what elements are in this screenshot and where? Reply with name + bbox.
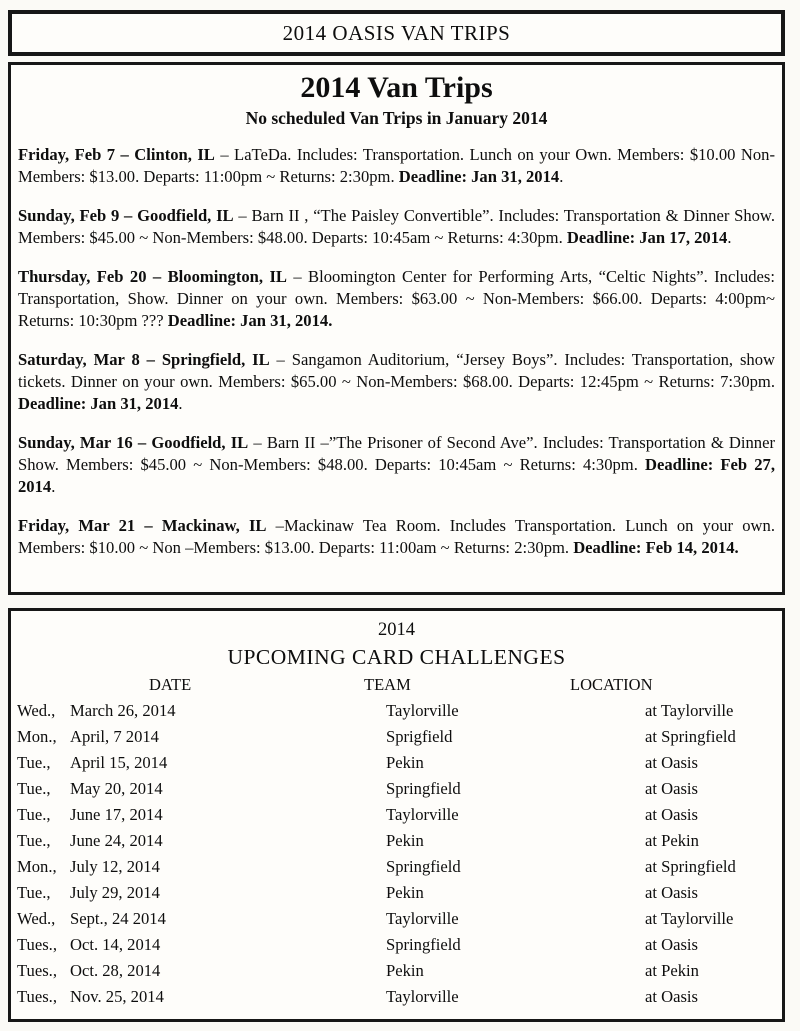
row-day: Tues.,	[17, 961, 57, 980]
row-day: Tues.,	[17, 987, 57, 1006]
trip-text: – Bloomington Center for Performing Arts, “Celtic Nights”. Includes: Transportation, Show. Dinner on your own. Members: $63.00 ~ Non-Members: $66.00. Departs: 4:00pm~ Returns: 10:30pm ???	[18, 267, 775, 330]
row-date: June 24, 2014	[70, 831, 163, 850]
row-location: at Pekin	[645, 961, 699, 980]
row-day: Wed.,	[17, 909, 56, 928]
page-title: 2014 OASIS VAN TRIPS	[282, 20, 511, 45]
van-trips-section	[8, 62, 785, 595]
trip-entry	[18, 432, 775, 498]
card-challenges-section	[8, 608, 785, 1022]
trip-text: –Mackinaw Tea Room. Includes Transportation. Lunch on your own. Members: $10.00 ~ Non –Members: $13.00. Departs: 11:00am ~ Returns: 2:30pm.	[18, 516, 775, 557]
row-team: Springfield	[386, 935, 461, 954]
row-team: Taylorville	[386, 805, 459, 824]
trip-text: .	[559, 167, 564, 186]
row-team: Taylorville	[386, 987, 459, 1006]
row-day: Mon.,	[17, 857, 57, 876]
row-team: Pekin	[386, 831, 424, 850]
van-trips-subtitle: No scheduled Van Trips in January 2014	[245, 108, 548, 128]
row-date: Oct. 14, 2014	[70, 935, 161, 954]
table-row	[11, 698, 782, 724]
table-row	[11, 776, 782, 802]
row-location: at Springfield	[645, 857, 736, 876]
table-row	[11, 724, 782, 750]
row-day: Mon.,	[17, 727, 57, 746]
row-location: at Oasis	[645, 987, 698, 1006]
row-date: Oct. 28, 2014	[70, 961, 161, 980]
table-row	[11, 984, 782, 1010]
column-header-date: DATE	[149, 675, 192, 694]
row-team: Sprigfield	[386, 727, 453, 746]
column-header-location: LOCATION	[570, 675, 653, 694]
trip-text: – Sangamon Auditorium, “Jersey Boys”. Includes: Transportation, show tickets. Dinner on your own. Members: $65.00 ~ Non-Members: $68.00. Departs: 12:45pm ~ Returns: 7:30pm.	[18, 350, 775, 391]
trip-bold-text: Deadline: Feb 27, 2014	[18, 455, 775, 496]
trip-entry	[18, 266, 775, 332]
row-location: at Oasis	[645, 779, 698, 798]
trip-text: .	[727, 228, 732, 247]
row-team: Pekin	[386, 883, 424, 902]
page-header-box	[8, 10, 785, 56]
table-row	[11, 932, 782, 958]
trip-text: – Barn II –”The Prisoner of Second Ave”. Includes: Transportation & Dinner Show. Members: $45.00 ~ Non-Members: $48.00. Departs: 10:45am ~ Returns: 4:30pm.	[18, 433, 775, 474]
row-location: at Taylorville	[645, 909, 734, 928]
row-day: Wed.,	[17, 701, 56, 720]
row-date: March 26, 2014	[70, 701, 176, 720]
van-trips-title: 2014 Van Trips	[300, 71, 493, 104]
row-day: Tue.,	[17, 779, 51, 798]
row-date: Nov. 25, 2014	[70, 987, 164, 1006]
card-challenges-rows	[11, 698, 782, 1010]
row-location: at Springfield	[645, 727, 736, 746]
trip-bold-text: Deadline: Jan 17, 2014	[566, 228, 728, 247]
row-location: at Oasis	[645, 883, 698, 902]
row-location: at Oasis	[645, 935, 698, 954]
row-date: April 15, 2014	[70, 753, 168, 772]
trip-entry	[18, 205, 775, 249]
trip-bold-text: Deadline: Jan 31, 2014	[18, 394, 179, 413]
row-team: Springfield	[386, 779, 461, 798]
trip-bold-text: Sunday, Mar 16 – Goodfield, IL	[18, 433, 249, 452]
table-row	[11, 958, 782, 984]
trip-entry	[18, 515, 775, 559]
trip-entry	[18, 144, 775, 188]
trip-text: .	[51, 477, 56, 496]
trip-text: – Barn II , “The Paisley Convertible”. Includes: Transportation & Dinner Show. Members: $45.00 ~ Non-Members: $48.00. Departs: 10:45am ~ Returns: 4:30pm.	[18, 206, 775, 247]
card-challenges-title: UPCOMING CARD CHALLENGES	[227, 645, 566, 669]
trip-bold-text: Friday, Feb 7 – Clinton, IL	[18, 145, 215, 164]
table-row	[11, 750, 782, 776]
row-day: Tue.,	[17, 753, 51, 772]
row-location: at Pekin	[645, 831, 699, 850]
card-challenges-year: 2014	[378, 620, 415, 640]
trip-entry	[18, 349, 775, 415]
trip-bold-text: Thursday, Feb 20 – Bloomington, IL	[18, 267, 287, 286]
row-team: Taylorville	[386, 701, 459, 720]
trip-text: – LaTeDa. Includes: Transportation. Lunch on your Own. Members: $10.00 Non-Members: $13.00. Departs: 11:00pm ~ Returns: 2:30pm.	[18, 145, 776, 186]
column-header-team: TEAM	[364, 675, 411, 694]
van-trips-list	[18, 144, 775, 559]
trip-bold-text: Deadline: Jan 31, 2014.	[167, 311, 333, 330]
row-date: June 17, 2014	[70, 805, 163, 824]
row-team: Taylorville	[386, 909, 459, 928]
row-day: Tue.,	[17, 831, 51, 850]
row-date: July 12, 2014	[70, 857, 160, 876]
trip-bold-text: Deadline: Feb 14, 2014.	[573, 538, 739, 557]
table-row	[11, 880, 782, 906]
table-row	[11, 802, 782, 828]
table-row	[11, 854, 782, 880]
row-date: April, 7 2014	[70, 727, 159, 746]
row-location: at Oasis	[645, 805, 698, 824]
row-team: Pekin	[386, 961, 424, 980]
row-location: at Taylorville	[645, 701, 734, 720]
trip-bold-text: Deadline: Jan 31, 2014	[398, 167, 560, 186]
trip-bold-text: Sunday, Feb 9 – Goodfield, IL	[18, 206, 234, 225]
row-location: at Oasis	[645, 753, 698, 772]
card-challenges-column-headers	[11, 672, 782, 698]
row-date: Sept., 24 2014	[70, 909, 166, 928]
trip-text: .	[178, 394, 183, 413]
row-team: Pekin	[386, 753, 424, 772]
row-day: Tue.,	[17, 805, 51, 824]
trip-bold-text: Saturday, Mar 8 – Springfield, IL	[18, 350, 270, 369]
table-row	[11, 828, 782, 854]
table-row	[11, 906, 782, 932]
row-day: Tues.,	[17, 935, 57, 954]
row-date: May 20, 2014	[70, 779, 163, 798]
row-date: July 29, 2014	[70, 883, 160, 902]
row-team: Springfield	[386, 857, 461, 876]
trip-bold-text: Friday, Mar 21 – Mackinaw, IL	[18, 516, 267, 535]
row-day: Tue.,	[17, 883, 51, 902]
